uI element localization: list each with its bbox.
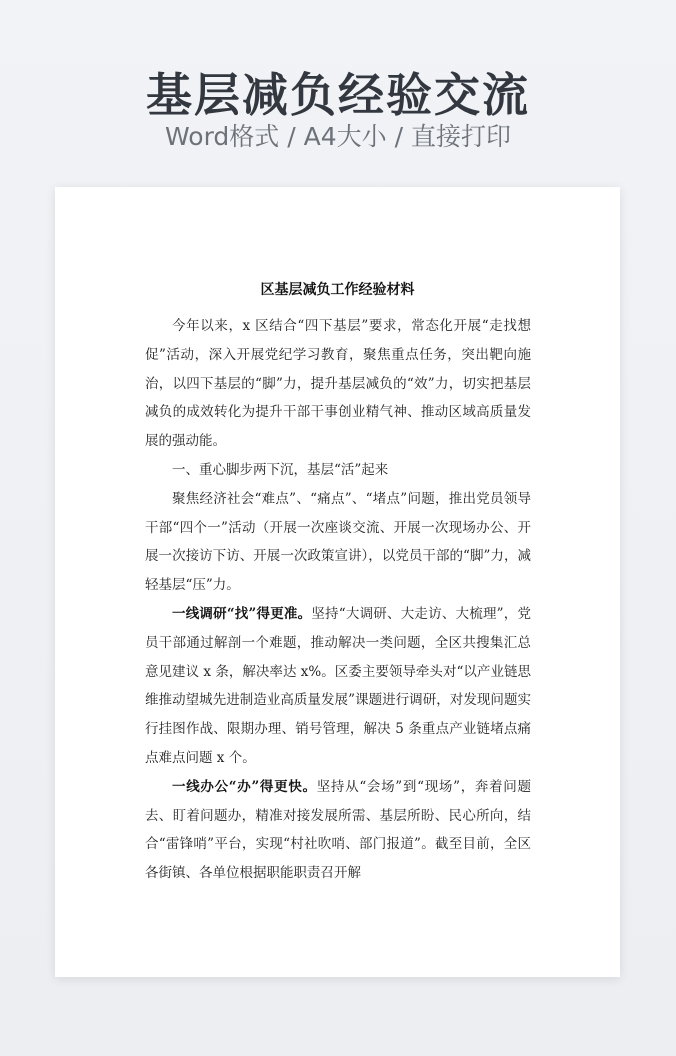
paragraph-lead: 一线调研“找”得更准。 bbox=[172, 605, 312, 622]
banner-subtitle: Word格式 / A4大小 / 直接打印 bbox=[165, 122, 511, 151]
paragraph-intro bbox=[145, 312, 531, 456]
paragraph-office bbox=[145, 773, 531, 888]
document-body bbox=[145, 312, 531, 888]
paragraph-research bbox=[145, 600, 531, 773]
banner-title: 基层减负经验交流 bbox=[146, 68, 530, 122]
paragraph-overview bbox=[145, 485, 531, 600]
section-heading bbox=[145, 456, 531, 485]
paragraph-text: 今年以来，x 区结合“四下基层”要求，常态化开展“走找想促”活动，深入开展党纪学习教育，聚焦重点任务，突出靶向施治，以四下基层的“脚”力，提升基层减负的“效”力，切实把基层减负的成效转化为提升干部干事创业精气神、推动区域高质量发展的强动能。 bbox=[145, 318, 531, 450]
paragraph-text: 坚持“大调研、大走访、大梳理”，党员干部通过解剖一个难题，推动解决一类问题，全区共搜集汇总意见建议 x 条，解决率达 x%。区委主要领导牵头对“以产业链思维推动望城先进制造业高质量发展”课题进行调研，对发现问题实行挂图作战、限期办理、销号管理，解决 5 条重点产业链堵点痛点难点问题 x 个。 bbox=[145, 605, 531, 766]
document-page bbox=[55, 187, 620, 977]
document-title: 区基层减负工作经验材料 bbox=[260, 282, 415, 298]
paragraph-text: 一、重心脚步两下沉，基层“活”起来 bbox=[172, 461, 389, 478]
paragraph-lead: 一线办公“办”得更快。 bbox=[172, 778, 317, 795]
paragraph-text: 坚持从“会场”到“现场”，奔着问题去、盯着问题办，精准对接发展所需、基层所盼、民心所向，结合“雷锋哨”平台，实现“村社吹哨、部门报道”。截至目前，全区各街镇、各单位根据职能职责召开解 bbox=[145, 778, 532, 882]
paragraph-text: 聚焦经济社会“难点”、“痛点”、“堵点”问题，推出党员领导干部“四个一”活动（开展一次座谈交流、开展一次现场办公、开展一次接访下访、开展一次政策宣讲），以党员干部的“脚”力，减轻基层“压”力。 bbox=[145, 490, 531, 594]
